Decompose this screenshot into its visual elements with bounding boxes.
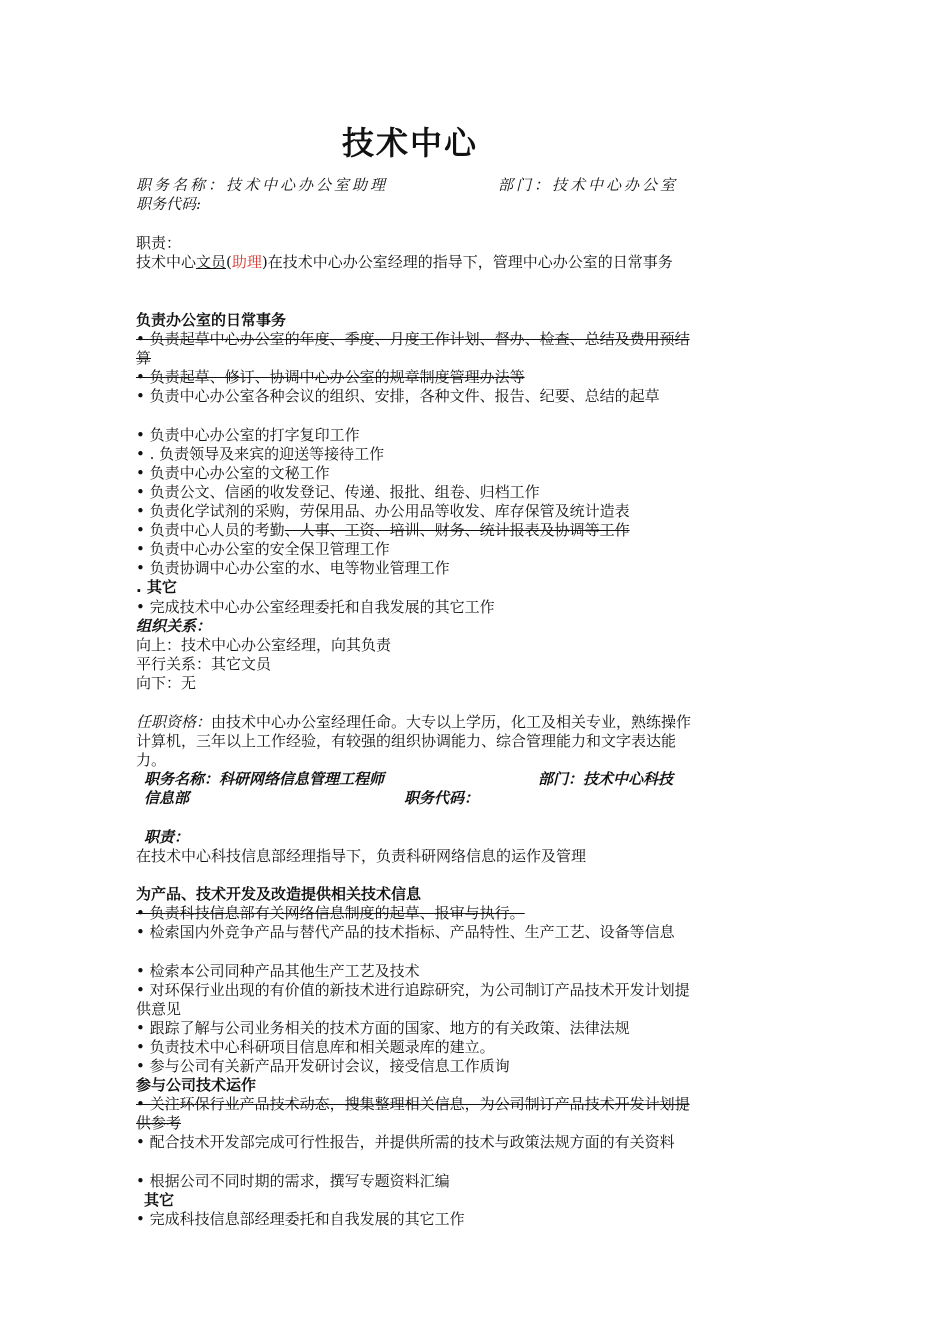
list-item: • 负责起草、修订、协调中心办公室的规章制度管理办法等 xyxy=(136,368,525,386)
org-parallel: 平行关系：其它文员 xyxy=(136,655,272,673)
job2-dept-line-cont: 信息部 xyxy=(144,789,190,807)
duty-rest: 在技术中心办公室经理的指导下，管理中心办公室的日常事务 xyxy=(267,253,673,271)
list-item: • 检索本公司同种产品其他生产工艺及技术 xyxy=(136,962,420,980)
duty-underlined-word: 文员 xyxy=(196,253,227,271)
list-item: • 负责技术中心科研项目信息库和相关题录库的建立。 xyxy=(136,1038,495,1056)
list-item: • 参与公司有关新产品开发研讨会议，接受信息工作质询 xyxy=(136,1057,510,1075)
job2-section-heading: 为产品、技术开发及改造提供相关技术信息 xyxy=(136,885,422,903)
list-item: • 负责中心办公室的文秘工作 xyxy=(136,464,330,482)
job2-dept-line: 部门：技术中心科技 xyxy=(538,770,674,788)
org-heading: 组织关系： xyxy=(136,617,212,635)
list-item: • 检索国内外竞争产品与替代产品的技术指标、产品特性、生产工艺、设备等信息 xyxy=(136,923,675,941)
duty-prefix: 技术中心 xyxy=(136,253,197,271)
qualification-label: 任职资格： xyxy=(136,713,212,731)
job1-section-heading: 负责办公室的日常事务 xyxy=(136,311,287,329)
list-item: • 负责中心办公室的安全保卫管理工作 xyxy=(136,540,390,558)
job2-name-line: 职务名称：科研网络信息管理工程师 xyxy=(144,770,385,788)
list-item: • 关注环保行业产品技术动态，搜集整理相关信息，为公司制订产品技术开发计划提供参考 xyxy=(136,1095,690,1132)
job1-duty-text xyxy=(136,253,692,272)
list-item: • 负责公文、信函的收发登记、传递、报批、组卷、归档工作 xyxy=(136,483,540,501)
list-item: • 完成技术中心办公室经理委托和自我发展的其它工作 xyxy=(136,598,495,616)
list-item: • 根据公司不同时期的需求，撰写专题资料汇编 xyxy=(136,1172,450,1190)
job2-duty-text: 在技术中心科技信息部经理指导下，负责科研网络信息的运作及管理 xyxy=(136,847,587,865)
list-item: • 配合技术开发部完成可行性报告，并提供所需的技术与政策法规方面的有关资料 xyxy=(136,1133,675,1151)
job2-code-line: 职务代码： xyxy=(404,789,480,807)
job1-duty-label: 职责： xyxy=(136,234,182,252)
list-item: • . 负责领导及来宾的迎送等接待工作 xyxy=(136,445,385,463)
list-item: • 负责中心办公室的打字复印工作 xyxy=(136,426,360,444)
list-item: • 跟踪了解与公司业务相关的技术方面的国家、地方的有关政策、法律法规 xyxy=(136,1019,630,1037)
qualification-body: 由技术中心办公室经理任命。大专以上学历，化工及相关专业，熟练操作计算机，三年以上工作经验，有较强的组织协调能力、综合管理能力和文字表达能力。 xyxy=(136,713,692,769)
list-item: • 完成科技信息部经理委托和自我发展的其它工作 xyxy=(136,1210,465,1228)
job2-duty-label: 职责： xyxy=(144,828,190,846)
job1-code-line: 职务代码: xyxy=(136,195,202,213)
list-item: • 负责化学试剂的采购，劳保用品、办公用品等收发、库存保管及统计造表 xyxy=(136,502,630,520)
duty-red-word: 助理 xyxy=(231,253,262,271)
item-plain-part: • 负责中心人员的考勤 xyxy=(136,521,285,539)
job1-other-heading: . 其它 xyxy=(136,578,177,596)
org-up: 向上：技术中心办公室经理，向其负责 xyxy=(136,636,392,654)
job2-section2-heading: 参与公司技术运作 xyxy=(136,1076,257,1094)
duty-paren-close: ) xyxy=(261,253,268,271)
item-struck-part: 、人事、工资、培训、财务、统计报表及协调等工作 xyxy=(284,521,630,539)
list-item: • 负责协调中心办公室的水、电等物业管理工作 xyxy=(136,559,450,577)
duty-paren-open: ( xyxy=(226,253,232,271)
page-title: 技术中心 xyxy=(341,124,478,162)
job2-other-heading: 其它 xyxy=(144,1191,175,1209)
job1-name-line: 职务名称：技术中心办公室助理 xyxy=(136,176,389,194)
org-down: 向下：无 xyxy=(136,674,197,692)
list-item xyxy=(136,521,630,540)
list-item: • 对环保行业出现的有价值的新技术进行追踪研究，为公司制订产品技术开发计划提供意见 xyxy=(136,981,690,1018)
list-item: • 负责起草中心办公室的年度、季度、月度工作计划、督办、检查、总结及费用预结算 xyxy=(136,330,690,367)
qualification-text xyxy=(136,713,692,770)
job1-dept-line: 部门：技术中心办公室 xyxy=(498,176,679,194)
list-item: • 负责科技信息部有关网络信息制度的起草、报审与执行。 xyxy=(136,904,525,922)
list-item: • 负责中心办公室各种会议的组织、安排，各种文件、报告、纪要、总结的起草 xyxy=(136,387,660,405)
